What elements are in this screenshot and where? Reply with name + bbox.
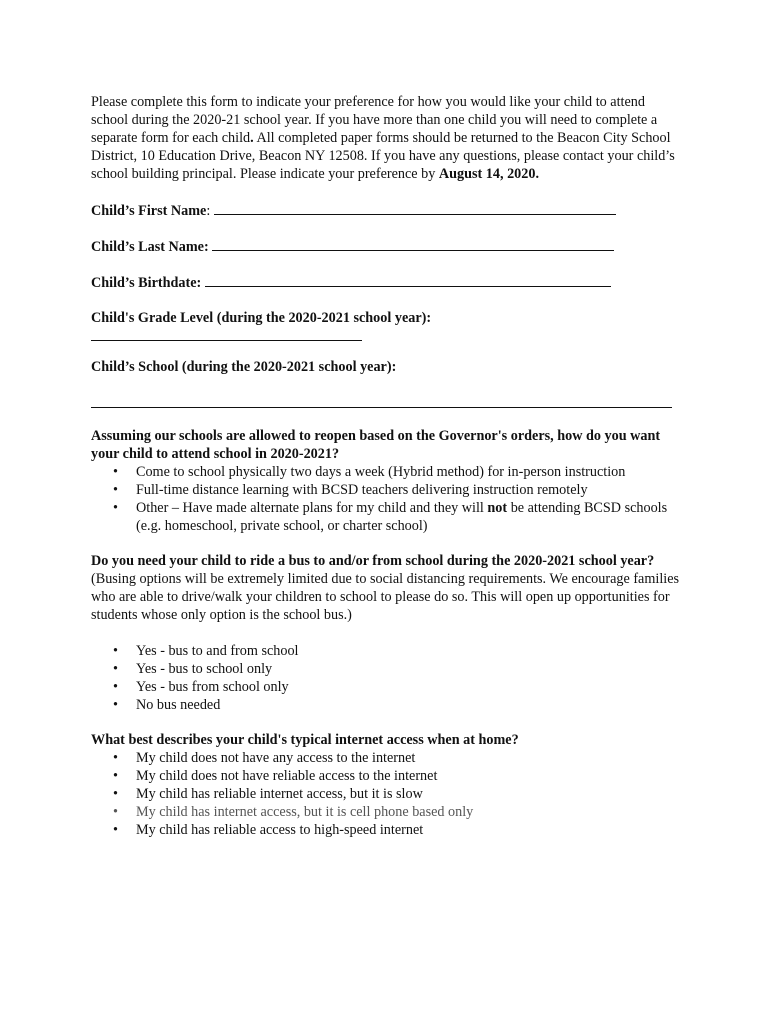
other-option-text-continued: be attending BCSD schools (e.g. homeschool, private school, or charter school) — [136, 500, 668, 534]
bus-options — [91, 642, 681, 714]
internet-option-none[interactable]: • My child does not have any access to the internet — [91, 749, 681, 767]
internet-option-slow[interactable]: • My child has reliable internet access, but it is slow — [91, 785, 681, 803]
attendance-options — [91, 463, 681, 535]
internet-question: What best describes your child's typical internet access when at home? — [91, 732, 519, 748]
bus-question: Do you need your child to ride a bus to and/or from school during the 2020-2021 school year? — [91, 553, 655, 569]
school-label: Child’s School (during the 2020-2021 school year): — [91, 359, 397, 375]
birthdate-label: Child’s Birthdate: — [91, 275, 202, 291]
form-page — [91, 93, 681, 839]
first-name-field — [91, 201, 681, 220]
internet-options — [91, 749, 681, 839]
birthdate-field — [91, 273, 681, 292]
grade-label: Child's Grade Level (during the 2020-2021 school year): — [91, 310, 432, 326]
last-name-input-line[interactable] — [212, 237, 614, 251]
intro-paragraph — [91, 93, 681, 183]
bus-option-both[interactable]: • Yes - bus to and from school — [91, 642, 681, 660]
school-field — [91, 358, 681, 376]
first-name-colon: : — [206, 203, 211, 219]
intro-text: Please complete this form to indicate your preference for how you would like your child to attend school during the 2020-21 school year. If you have more than one child you will need to complete a separate form for each child — [91, 94, 658, 146]
intro-bold-period: . — [250, 130, 254, 146]
grade-input-line[interactable] — [91, 327, 362, 341]
internet-option-cell-phone[interactable]: • My child has internet access, but it is cell phone based only — [91, 803, 681, 821]
first-name-label: Child’s First Name — [91, 203, 207, 219]
bus-option-none[interactable]: • No bus needed — [91, 696, 681, 714]
bus-note: (Busing options will be extremely limited due to social distancing requirements. We encourage families who are able to drive/walk your children to school to please do so. This will open up opportunities for students whose only option is the school bus.) — [91, 571, 680, 623]
attendance-question: Assuming our schools are allowed to reopen based on the Governor's orders, how do you want your child to attend school in 2020-2021? — [91, 428, 661, 462]
grade-field — [91, 309, 681, 327]
first-name-input-line[interactable] — [214, 201, 616, 215]
attendance-option-remote[interactable]: • Full-time distance learning with BCSD teachers delivering instruction remotely — [91, 481, 681, 499]
attendance-option-hybrid[interactable]: • Come to school physically two days a week (Hybrid method) for in-person instruction — [91, 463, 681, 481]
deadline-date: August 14, 2020. — [438, 166, 539, 182]
school-input-line[interactable] — [91, 376, 672, 408]
other-option-text: Other – Have made alternate plans for my child and they will — [136, 500, 488, 516]
internet-option-unreliable[interactable]: • My child does not have reliable access to the internet — [91, 767, 681, 785]
bus-option-from-school[interactable]: • Yes - bus from school only — [91, 678, 681, 696]
bus-option-to-school[interactable]: • Yes - bus to school only — [91, 660, 681, 678]
birthdate-input-line[interactable] — [205, 273, 611, 287]
last-name-field — [91, 237, 681, 256]
intro-text-continued: All completed paper forms should be returned to the Beacon City School District, 10 Education Drive, Beacon NY 12508. If you have any questions, please contact your child’s school building principal. Please indicate your preference by — [91, 130, 675, 182]
internet-option-high-speed[interactable]: • My child has reliable access to high-speed internet — [91, 821, 681, 839]
last-name-label: Child’s Last Name: — [91, 239, 209, 255]
attendance-option-other[interactable] — [91, 499, 681, 535]
other-option-bold: not — [487, 500, 508, 516]
